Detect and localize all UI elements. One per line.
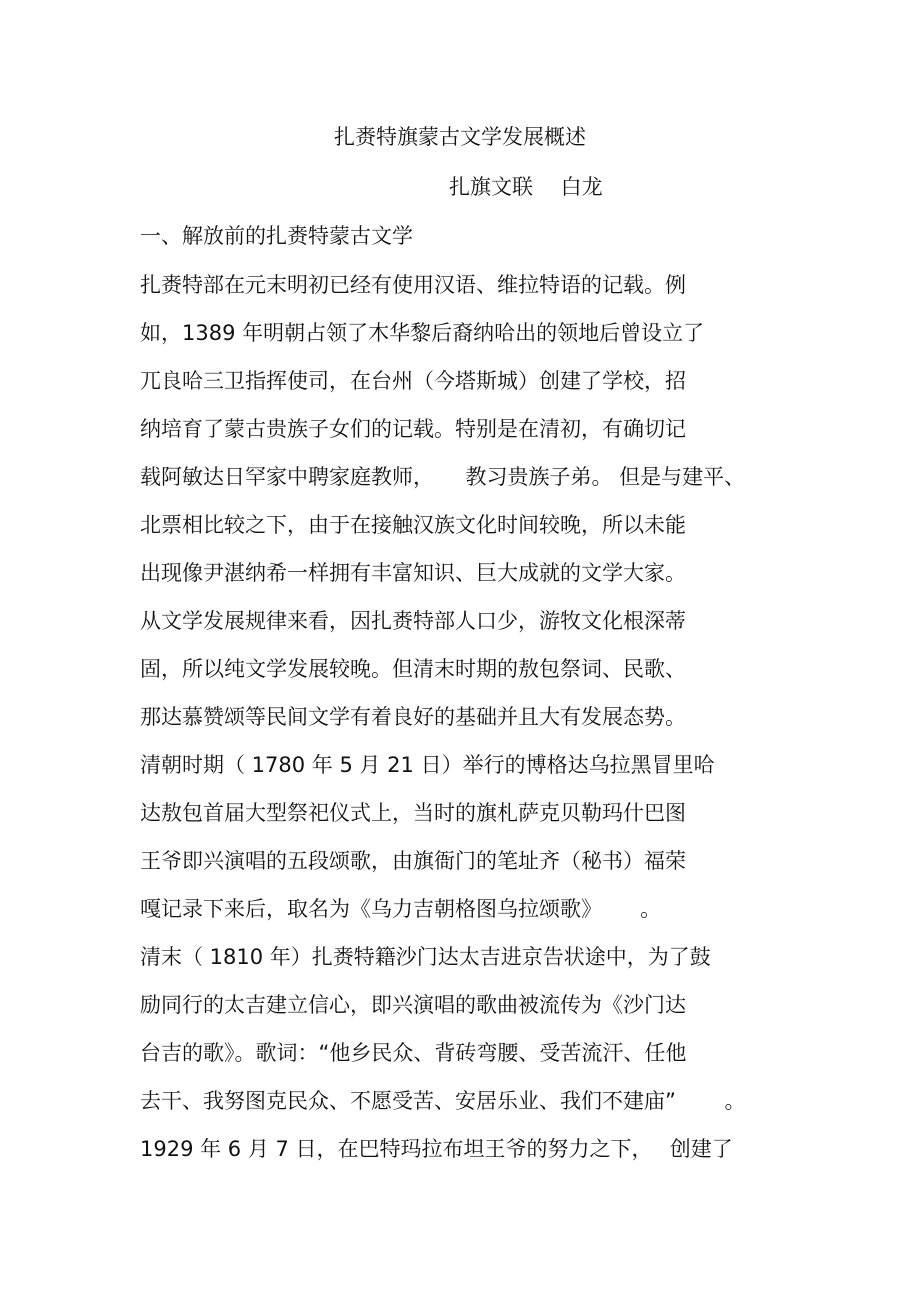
body-line: 王爷即兴演唱的五段颂歌，由旗衙门的笔址齐（秘书）福荣 bbox=[140, 849, 686, 873]
body-line: 固，所以纯文学发展较晚。但清末时期的敖包祭词、民歌、 bbox=[140, 657, 686, 681]
body-line: 兀良哈三卫指挥使司，在台州（今塔斯城）创建了学校，招 bbox=[140, 369, 686, 393]
body-line: 扎赉特部在元末明初已经有使用汉语、维拉特语的记载。例 bbox=[140, 273, 686, 297]
document-title: 扎赉特旗蒙古文学发展概述 bbox=[334, 125, 586, 149]
body-line: 清末（ 1810 年）扎赉特籍沙门达太吉进京告状途中，为了鼓 bbox=[140, 945, 711, 969]
body-line: 台吉的歌》。歌词：“他乡民众、背砖弯腰、受苦流汗、任他 bbox=[140, 1041, 687, 1065]
body-line: 清朝时期（ 1780 年 5 月 21 日）举行的博格达乌拉黑冒里哈 bbox=[140, 753, 715, 777]
body-line: 1929 年 6 月 7 日，在巴特玛拉布坦王爷的努力之下， 创建了 bbox=[140, 1137, 733, 1161]
body-line: 励同行的太吉建立信心，即兴演唱的歌曲被流传为《沙门达 bbox=[140, 993, 686, 1017]
body-line: 那达慕赞颂等民间文学有着良好的基础并且大有发展态势。 bbox=[140, 705, 686, 729]
body-line: 嘎记录下来后，取名为《乌力吉朝格图乌拉颂歌》 。 bbox=[140, 897, 662, 921]
body-line: 达敖包首届大型祭祀仪式上，当时的旗札萨克贝勒玛什巴图 bbox=[140, 801, 686, 825]
body-line: 载阿敏达日罕家中聘家庭教师， 教习贵族子弟。 但是与建平、 bbox=[140, 465, 746, 489]
document-author: 扎旗文联 白龙 bbox=[449, 175, 603, 199]
body-line: 出现像尹湛纳希一样拥有丰富知识、巨大成就的文学大家。 bbox=[140, 561, 686, 585]
body-line: 纳培育了蒙古贵族子女们的记载。特别是在清初，有确切记 bbox=[140, 417, 686, 441]
body-line: 去干、我努图克民众、不愿受苦、安居乐业、我们不建庙” 。 bbox=[140, 1089, 746, 1113]
body-line: 如，1389 年明朝占领了木华黎后裔纳哈出的领地后曾设立了 bbox=[140, 321, 705, 345]
body-line: 北票相比较之下，由于在接触汉族文化时间较晚，所以未能 bbox=[140, 513, 686, 537]
body-line: 从文学发展规律来看，因扎赉特部人口少，游牧文化根深蒂 bbox=[140, 609, 686, 633]
section-heading: 一、解放前的扎赉特蒙古文学 bbox=[140, 224, 413, 248]
